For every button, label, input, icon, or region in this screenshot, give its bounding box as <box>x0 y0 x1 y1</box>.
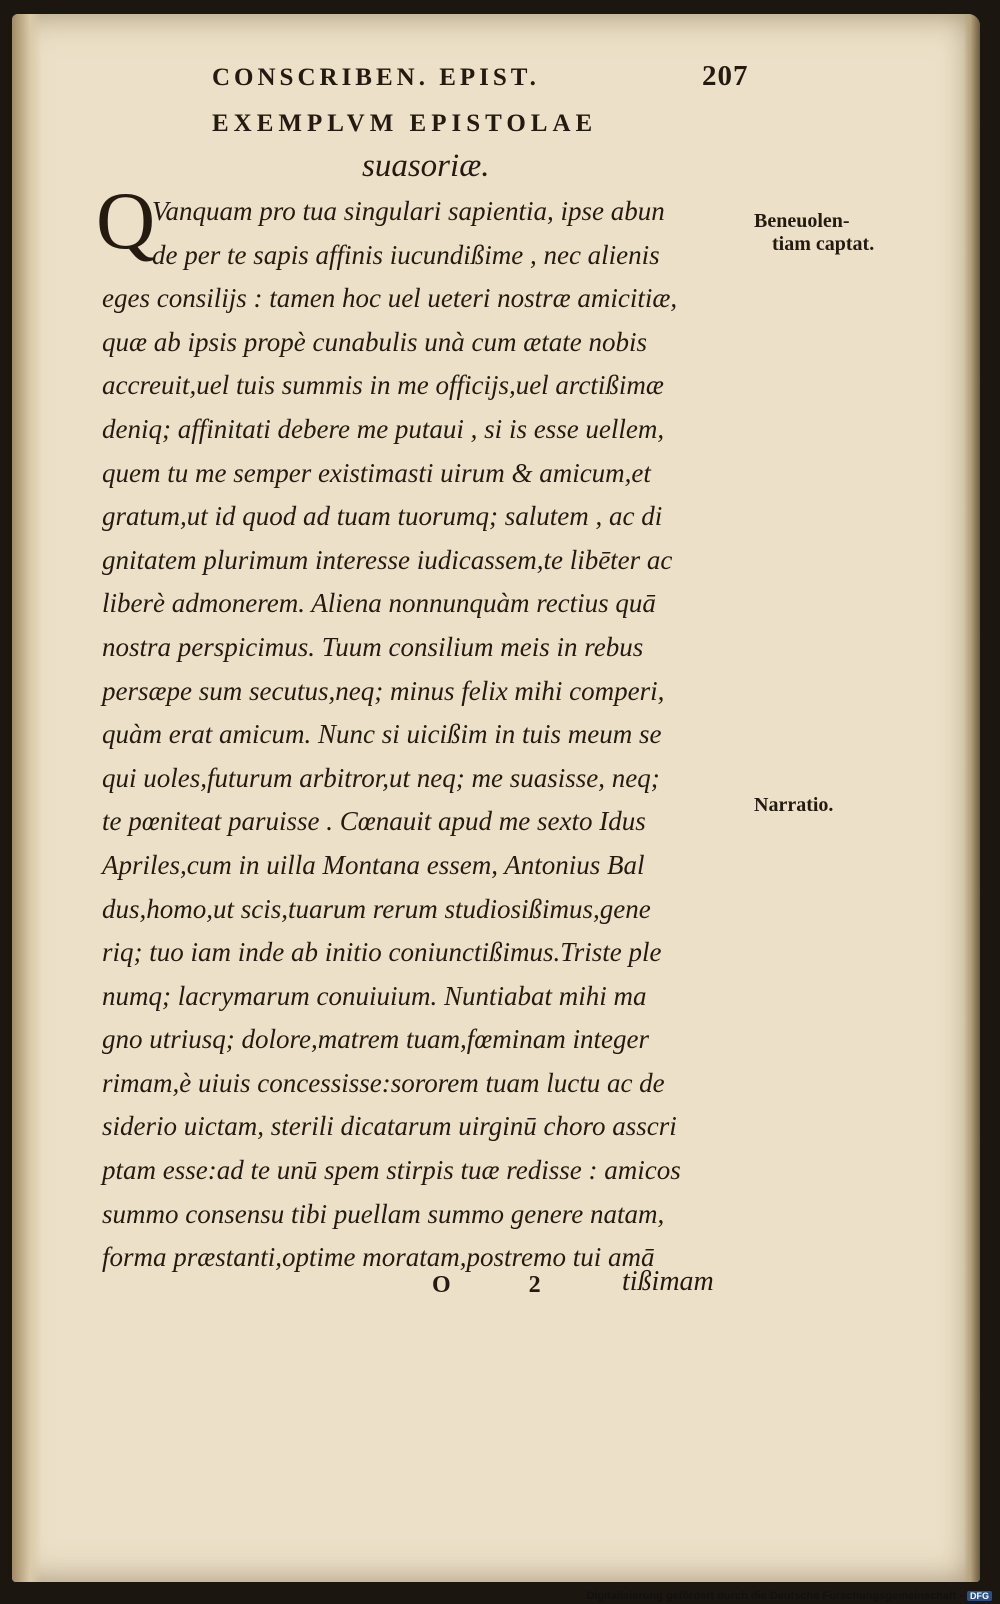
text-line: Vanquam pro tua singulari sapientia, ipse abun <box>152 196 665 226</box>
text-line: Apriles,cum in uilla Montana essem, Antonius Bal <box>102 849 645 880</box>
margin-note-beneuolentiam <box>754 210 874 256</box>
text-line: quem tu me semper existimasti uirum & amicum,et <box>102 457 651 488</box>
body-text <box>102 190 762 1280</box>
epistle-heading: EXEMPLVM EPISTOLAE <box>212 110 598 137</box>
text-line: quæ ab ipsis propè cunabulis unà cum ætate nobis <box>102 326 647 357</box>
text-line: quàm erat amicum. Nunc si uicißim in tuis meum se <box>102 719 662 750</box>
text-line: persæpe sum secutus,neq; minus felix mihi comperi, <box>102 675 665 706</box>
credit-text: Digitalisierung gefördert durch die Deutsche Forschungsgemeinschaft - <box>586 1590 963 1602</box>
running-head: CONSCRIBEN. EPIST. <box>212 64 540 91</box>
text-line: dus,homo,ut scis,tuarum rerum studiosißimus,gene <box>102 893 651 924</box>
text-line: ptam esse:ad te unū spem stirpis tuæ redisse : amicos <box>102 1155 681 1186</box>
text-line: numq; lacrymarum conuiuium. Nuntiabat mihi ma <box>102 980 647 1011</box>
dfg-logo-badge: DFG <box>967 1591 992 1601</box>
text-line: liberè admonerem. Aliena nonnunquàm rectius quā <box>102 588 656 619</box>
page-number: 207 <box>702 60 749 92</box>
book-page <box>12 14 980 1582</box>
text-line: de per te sapis affinis iucundißime , nec alienis <box>152 239 660 270</box>
text-line: gno utriusq; dolore,matrem tuam,fœminam integer <box>102 1024 649 1055</box>
text-line: qui uoles,futurum arbitror,ut neq; me suasisse, neq; <box>102 762 660 793</box>
text-line: deniq; affinitati debere me putaui , si is esse uellem, <box>102 413 665 444</box>
epistle-subheading: suasoriæ. <box>362 148 490 184</box>
text-line: accreuit,uel tuis summis in me officijs,uel arctißimæ <box>102 370 664 401</box>
text-line: siderio uictam, sterili dicatarum uirginū choro asscri <box>102 1111 677 1142</box>
text-line: summo consensu tibi puellam summo genere natam, <box>102 1198 665 1229</box>
page-edge-shadow <box>964 14 980 1582</box>
digitization-credit <box>586 1590 992 1602</box>
text-line: riq; tuo iam inde ab initio coniunctißimus.Triste ple <box>102 937 662 968</box>
text-line: forma præstanti,optime moratam,postremo tui amā <box>102 1242 655 1273</box>
page-gutter-shadow <box>12 14 42 1582</box>
margin-note-narratio: Narratio. <box>754 794 834 816</box>
text-line: eges consilijs : tamen hoc uel ueteri nostræ amicitiæ, <box>102 283 678 314</box>
text-line: gratum,ut id quod ad tuam tuorumq; salutem , ac di <box>102 501 663 532</box>
catchword: tißimam <box>622 1266 714 1297</box>
margin-note-line: tiam captat. <box>772 233 875 255</box>
drop-initial: Q <box>96 175 156 266</box>
text-line: rimam,è uiuis concessisse:sororem tuam luctu ac de <box>102 1067 665 1098</box>
text-line: gnitatem plurimum interesse iudicassem,te libēter ac <box>102 544 673 575</box>
margin-note-line: Beneuolen- <box>754 210 850 232</box>
text-line: nostra perspicimus. Tuum consilium meis in rebus <box>102 631 644 662</box>
signature-mark: O 2 <box>432 1272 577 1298</box>
text-line: te pœniteat paruisse . Cœnauit apud me sexto Idus <box>102 806 646 837</box>
